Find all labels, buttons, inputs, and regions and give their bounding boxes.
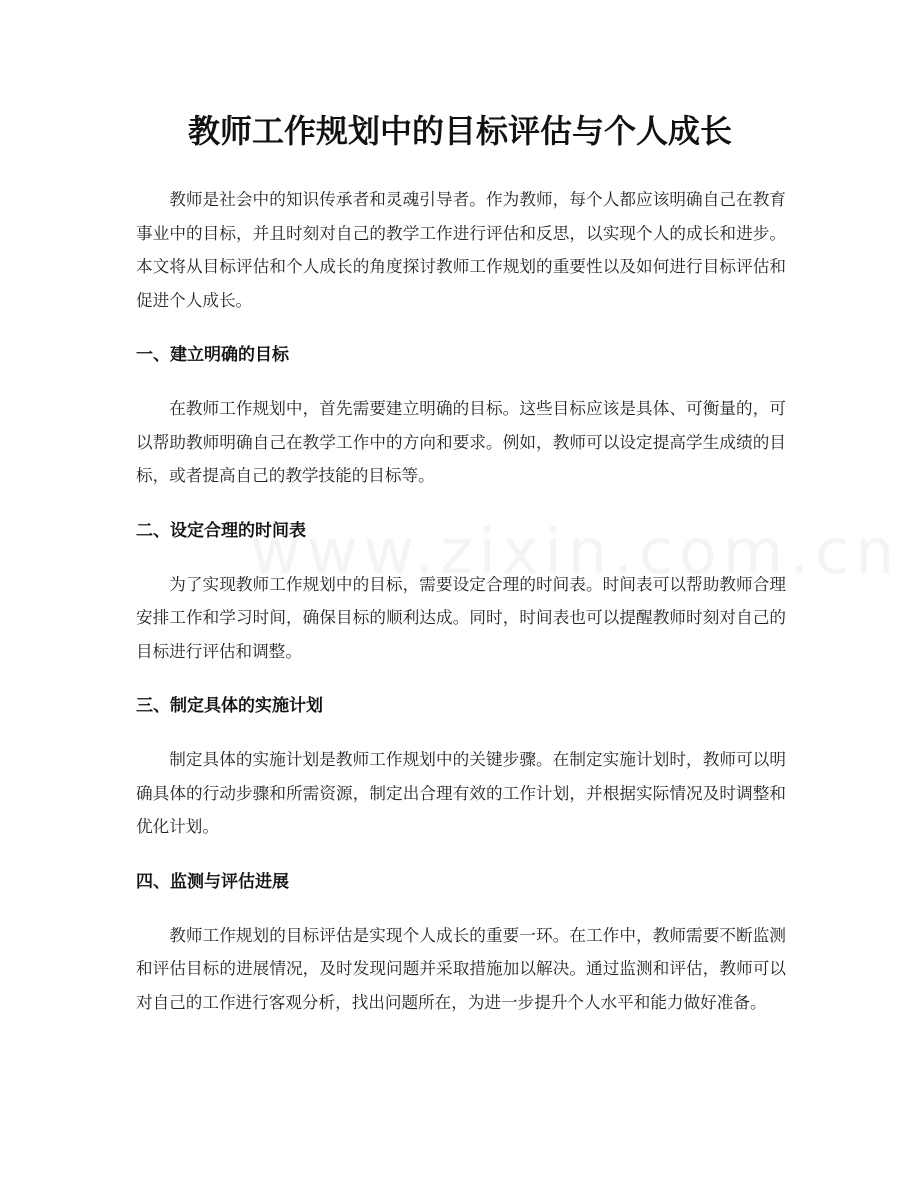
section-heading-4: 四、监测与评估进展 (136, 871, 289, 892)
section-paragraph-2: 为了实现教师工作规划中的目标，需要设定合理的时间表。时间表可以帮助教师合理安排工作和学习时间，确保目标的顺利达成。同时，时间表也可以提醒教师时刻对自己的目标进行评估和调整。 (136, 574, 786, 661)
section-paragraph-3: 制定具体的实施计划是教师工作规划中的关键步骤。在制定实施计划时，教师可以明确具体的行动步骤和所需资源，制定出合理有效的工作计划，并根据实际情况及时调整和优化计划。 (136, 750, 786, 836)
section-heading-2: 二、设定合理的时间表 (136, 520, 306, 541)
section-heading-3: 三、制定具体的实施计划 (136, 696, 323, 716)
document-title: 教师工作规划中的目标评估与个人成长 (187, 112, 732, 150)
section-paragraph-1: 在教师工作规划中，首先需要建立明确的目标。这些目标应该是具体、可衡量的，可以帮助教师明确自己在教学工作中的方向和要求。例如，教师可以设定提高学生成绩的目标，或者提高自己的教学技能的目标等。 (136, 399, 786, 485)
section-paragraph-4: 教师工作规划的目标评估是实现个人成长的重要一环。在工作中，教师需要不断监测和评估目标的进展情况，及时发现问题并采取措施加以解决。通过监测和评估，教师可以对自己的工作进行客观分析，找出问题所在，为进一步提升个人水平和能力做好准备。 (136, 925, 786, 1012)
intro-paragraph: 教师是社会中的知识传承者和灵魂引导者。作为教师，每个人都应该明确自己在教育事业中的目标，并且时刻对自己的教学工作进行评估和反思，以实现个人的成长和进步。本文将从目标评估和个人成长的角度探讨教师工作规划的重要性以及如何进行目标评估和促进个人成长。 (136, 190, 786, 310)
section-heading-1: 一、建立明确的目标 (136, 345, 289, 365)
document-body (136, 183, 786, 1041)
